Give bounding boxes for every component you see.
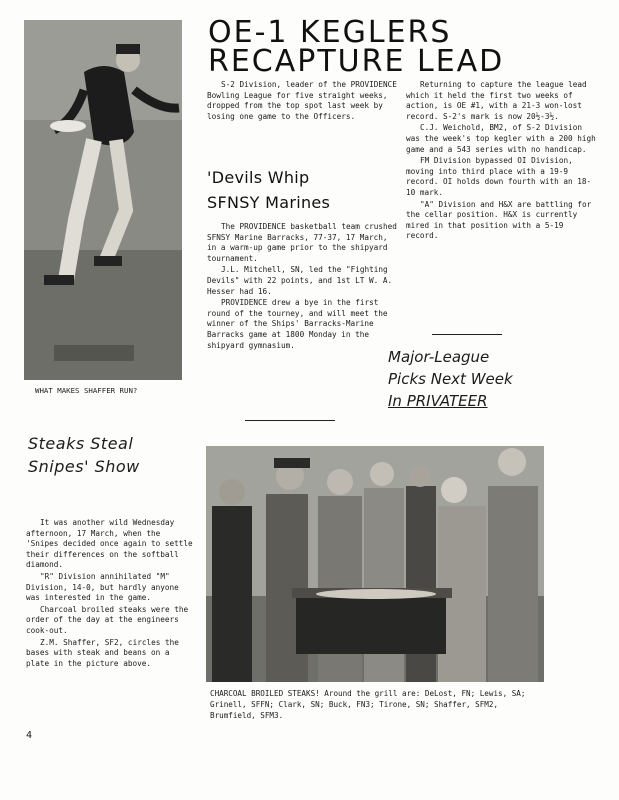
devils-paragraph: J.L. Mitchell, SN, led the "Fighting Devils" with 22 points, and 1st LT W. A. Hesser had 16. (207, 265, 393, 296)
devils-headline (207, 165, 401, 215)
devils-head-line1: 'Devils Whip (207, 168, 310, 187)
major-league-line2: Picks Next Week (388, 370, 513, 388)
kegler-paragraph: Returning to capture the league lead which it held the first two weeks of action, is OE #1, with a 21-3 won-lost record. S-2's mark is now 20½-3½. (406, 80, 587, 121)
devils-story (207, 222, 401, 352)
steaks-paragraph: It was another wild Wednesday afternoon, 17 March, when the 'Snipes decided once again to settle their differences on the softball diamond. (26, 518, 193, 570)
kegler-end-rule (432, 334, 502, 335)
kegler-paragraph: S-2 Division, leader of the PROVIDENCE Bowling League for five straight weeks, dropped from the top spot last week by losing one game to the Officers. (207, 80, 397, 121)
steaks-head-line2: Snipes' Show (28, 457, 140, 476)
photo-top-caption: WHAT MAKES SHAFFER RUN? (35, 386, 138, 395)
steaks-paragraph: "R" Division annihilated "M" Division, 14-0, but hardly anyone was interested in the game. (26, 571, 179, 603)
major-league-promo (388, 346, 588, 412)
kegler-story-col2 (406, 80, 598, 243)
photo-bottom-caption: CHARCOAL BROILED STEAKS! Around the grill are: DeLost, FN; Lewis, SA; Grinell, SFFN; Clark, SN; Buck, FN3; Tirone, SN; Shaffer, SFM2, Brumfield, SFM3. (210, 689, 526, 720)
running-man-photo (24, 20, 182, 380)
steaks-paragraph: Charcoal broiled steaks were the order of the day at the engineers cook-out. (26, 604, 189, 635)
kegler-story-col1 (207, 80, 401, 123)
page-number: 4 (26, 730, 33, 741)
devils-head-line2: SFNSY Marines (207, 193, 331, 212)
major-league-line3: In PRIVATEER (388, 392, 488, 410)
headline-line1: OE-1 KEGLERS (208, 15, 452, 50)
devils-paragraph: PROVIDENCE drew a bye in the first round of the tourney, and will meet the winner of the Ships' Barracks-Marine Barracks game at 1800 Monday in the shipyard gymnasium. (207, 298, 388, 350)
steaks-story (26, 518, 196, 670)
devils-paragraph: The PROVIDENCE basketball team crushed SFNSY Marine Barracks, 77-37, 17 March, in a warm-up game prior to the shipyard tournament. (207, 222, 397, 263)
grill-group-photo (206, 446, 544, 682)
photo-shaffer-running (24, 20, 182, 380)
steaks-headline (28, 432, 208, 478)
steaks-head-line1: Steaks Steal (28, 434, 134, 453)
kegler-paragraph: C.J. Weichold, BM2, of S-2 Division was the week's top kegler with a 200 high game and a 543 series with no handicap. (406, 123, 596, 154)
photo-grill-cookout (206, 446, 544, 682)
main-headline (208, 15, 508, 79)
headline-line2: RECAPTURE LEAD (208, 44, 505, 79)
major-league-line1: Major-League (388, 348, 490, 366)
kegler-paragraph: FM Division bypassed OI Division, moving into third place with a 19-9 record. OI holds down fourth with an 18-10 mark. (406, 156, 592, 197)
kegler-paragraph: "A" Division and H&X are battling for the cellar position. H&X is currently mired in that position with a 5-19 record. (406, 199, 592, 241)
devils-end-rule (245, 420, 335, 421)
steaks-paragraph: Z.M. Shaffer, SF2, circles the bases with steak and beans on a plate in the picture above. (26, 637, 179, 668)
